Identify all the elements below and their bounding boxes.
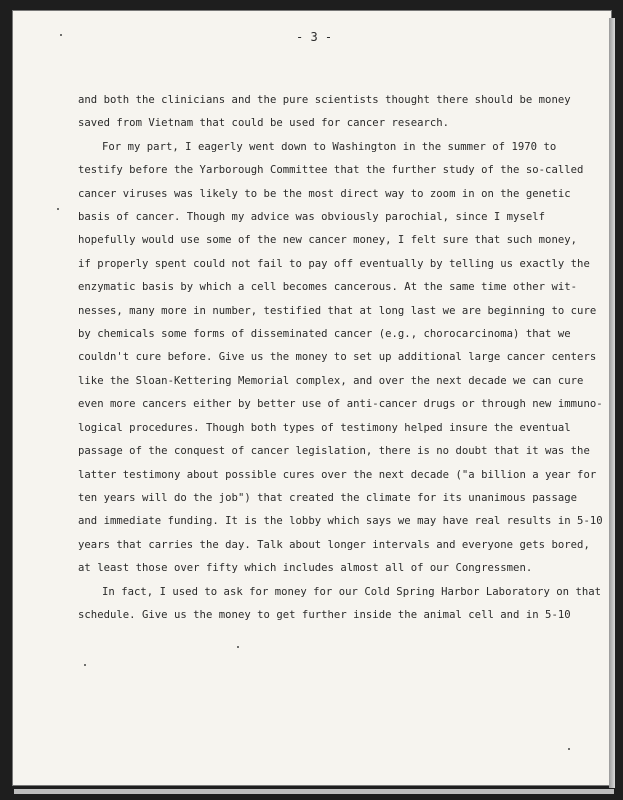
text-line: cancer viruses was likely to be the most direct way to zoom in on the genetic xyxy=(78,187,571,200)
page-number: - 3 - xyxy=(296,30,333,44)
text-line: enzymatic basis by which a cell becomes cancerous. At the same time other wit- xyxy=(78,281,578,294)
text-line: by chemicals some forms of disseminated cancer (e.g., chorocarcinoma) that we xyxy=(78,328,571,341)
scan-speck xyxy=(60,34,62,36)
scan-speck xyxy=(84,664,86,666)
text-line: and immediate funding. It is the lobby which says we may have real results in 5-10 xyxy=(78,515,603,528)
text-line: passage of the conquest of cancer legislation, there is no doubt that it was the xyxy=(78,445,590,458)
text-line: logical procedures. Though both types of testimony helped insure the eventual xyxy=(78,421,571,434)
text-line: In fact, I used to ask for money for our Cold Spring Harbor Laboratory on that xyxy=(102,585,602,598)
text-line: schedule. Give us the money to get further inside the animal cell and in 5-10 xyxy=(78,608,571,621)
text-line: latter testimony about possible cures over the next decade ("a billion a year for xyxy=(78,468,597,481)
text-line: at least those over fifty which includes almost all of our Congressmen. xyxy=(78,562,533,575)
scan-speck xyxy=(57,208,59,210)
text-line: couldn't cure before. Give us the money to set up additional large cancer centers xyxy=(78,351,597,364)
scan-speck xyxy=(237,646,239,648)
body-text xyxy=(78,89,603,627)
page-edge-right xyxy=(609,18,615,788)
text-line: testify before the Yarborough Committee that the further study of the so-called xyxy=(78,164,584,177)
scan-speck xyxy=(568,748,570,750)
text-line: even more cancers either by better use of anti-cancer drugs or through new immuno- xyxy=(78,398,603,411)
text-line: if properly spent could not fail to pay off eventually by telling us exactly the xyxy=(78,257,590,270)
text-line: hopefully would use some of the new cancer money, I felt sure that such money, xyxy=(78,234,578,247)
text-line: saved from Vietnam that could be used for cancer research. xyxy=(78,117,450,130)
text-line: years that carries the day. Talk about longer intervals and everyone gets bored, xyxy=(78,538,590,551)
text-line: ten years will do the job") that created the climate for its unanimous passage xyxy=(78,491,578,504)
text-line: and both the clinicians and the pure scientists thought there should be money xyxy=(78,94,571,106)
text-line: basis of cancer. Though my advice was obviously parochial, since I myself xyxy=(78,211,546,224)
text-line: nesses, many more in number, testified that at long last we are beginning to cure xyxy=(78,304,597,317)
text-line: like the Sloan-Kettering Memorial complex, and over the next decade we can cure xyxy=(78,374,584,387)
page-edge-bottom xyxy=(14,789,614,794)
text-line: For my part, I eagerly went down to Washington in the summer of 1970 to xyxy=(102,140,557,153)
